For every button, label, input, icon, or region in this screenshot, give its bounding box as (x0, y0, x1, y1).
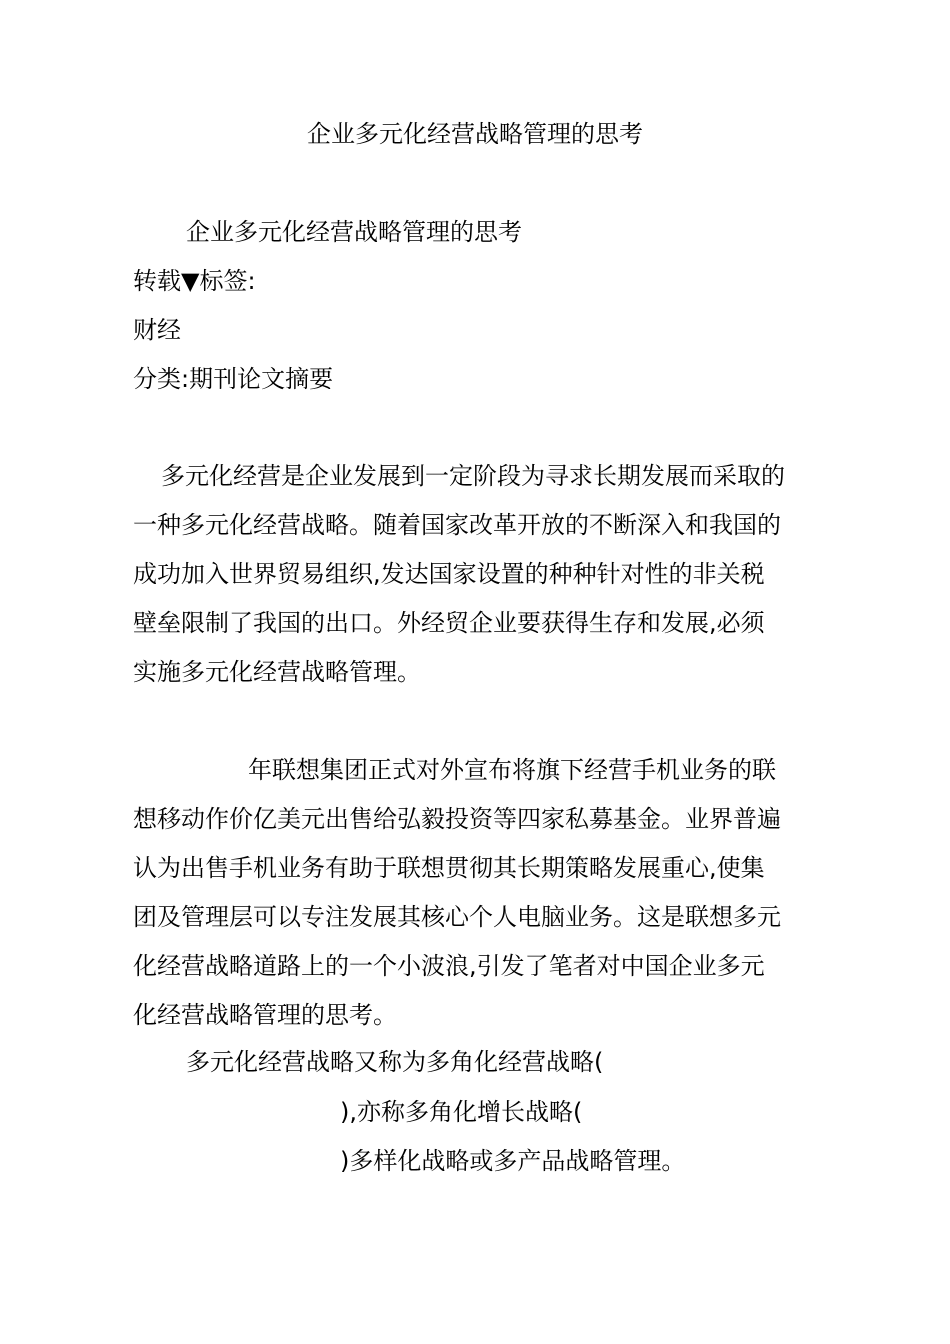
paragraph-line: 实施多元化经营战略管理。 (133, 658, 421, 686)
category-label: 分类:期刊论文摘要 (133, 365, 334, 393)
reprint-tags-label: 转载▼标签: (133, 267, 256, 295)
paragraph-line: 想移动作价亿美元出售给弘毅投资等四家私募基金。业界普遍 (133, 805, 781, 833)
definition-line: ),亦称多角化增长战略( (340, 1098, 583, 1126)
paragraph-lenovo (133, 746, 833, 1040)
paragraph-line: 认为出售手机业务有助于联想贯彻其长期策略发展重心,使集 (133, 854, 765, 882)
paragraph-intro (133, 452, 833, 697)
paragraph-line: 多元化经营是企业发展到一定阶段为寻求长期发展而采取的 (161, 462, 785, 490)
tag-value: 财经 (133, 316, 181, 344)
paragraph-line: 一种多元化经营战略。随着国家改革开放的不断深入和我国的 (133, 511, 781, 539)
paragraph-line: 壁垒限制了我国的出口。外经贸企业要获得生存和发展,必须 (133, 609, 765, 637)
definition-line: 多元化经营战略又称为多角化经营战略( (186, 1048, 604, 1076)
paragraph-line: 年联想集团正式对外宣布将旗下经营手机业务的联 (248, 756, 776, 784)
paragraph-line: 化经营战略道路上的一个小波浪,引发了笔者对中国企业多元 (133, 952, 765, 980)
definition-line: )多样化战略或多产品战略管理。 (340, 1147, 686, 1175)
document-title: 企业多元化经营战略管理的思考 (307, 120, 643, 148)
article-subtitle: 企业多元化经营战略管理的思考 (186, 218, 522, 246)
paragraph-line: 化经营战略管理的思考。 (133, 1001, 397, 1029)
paragraph-line: 成功加入世界贸易组织,发达国家设置的种种针对性的非关税 (133, 560, 765, 588)
paragraph-line: 团及管理层可以专注发展其核心个人电脑业务。这是联想多元 (133, 903, 781, 931)
